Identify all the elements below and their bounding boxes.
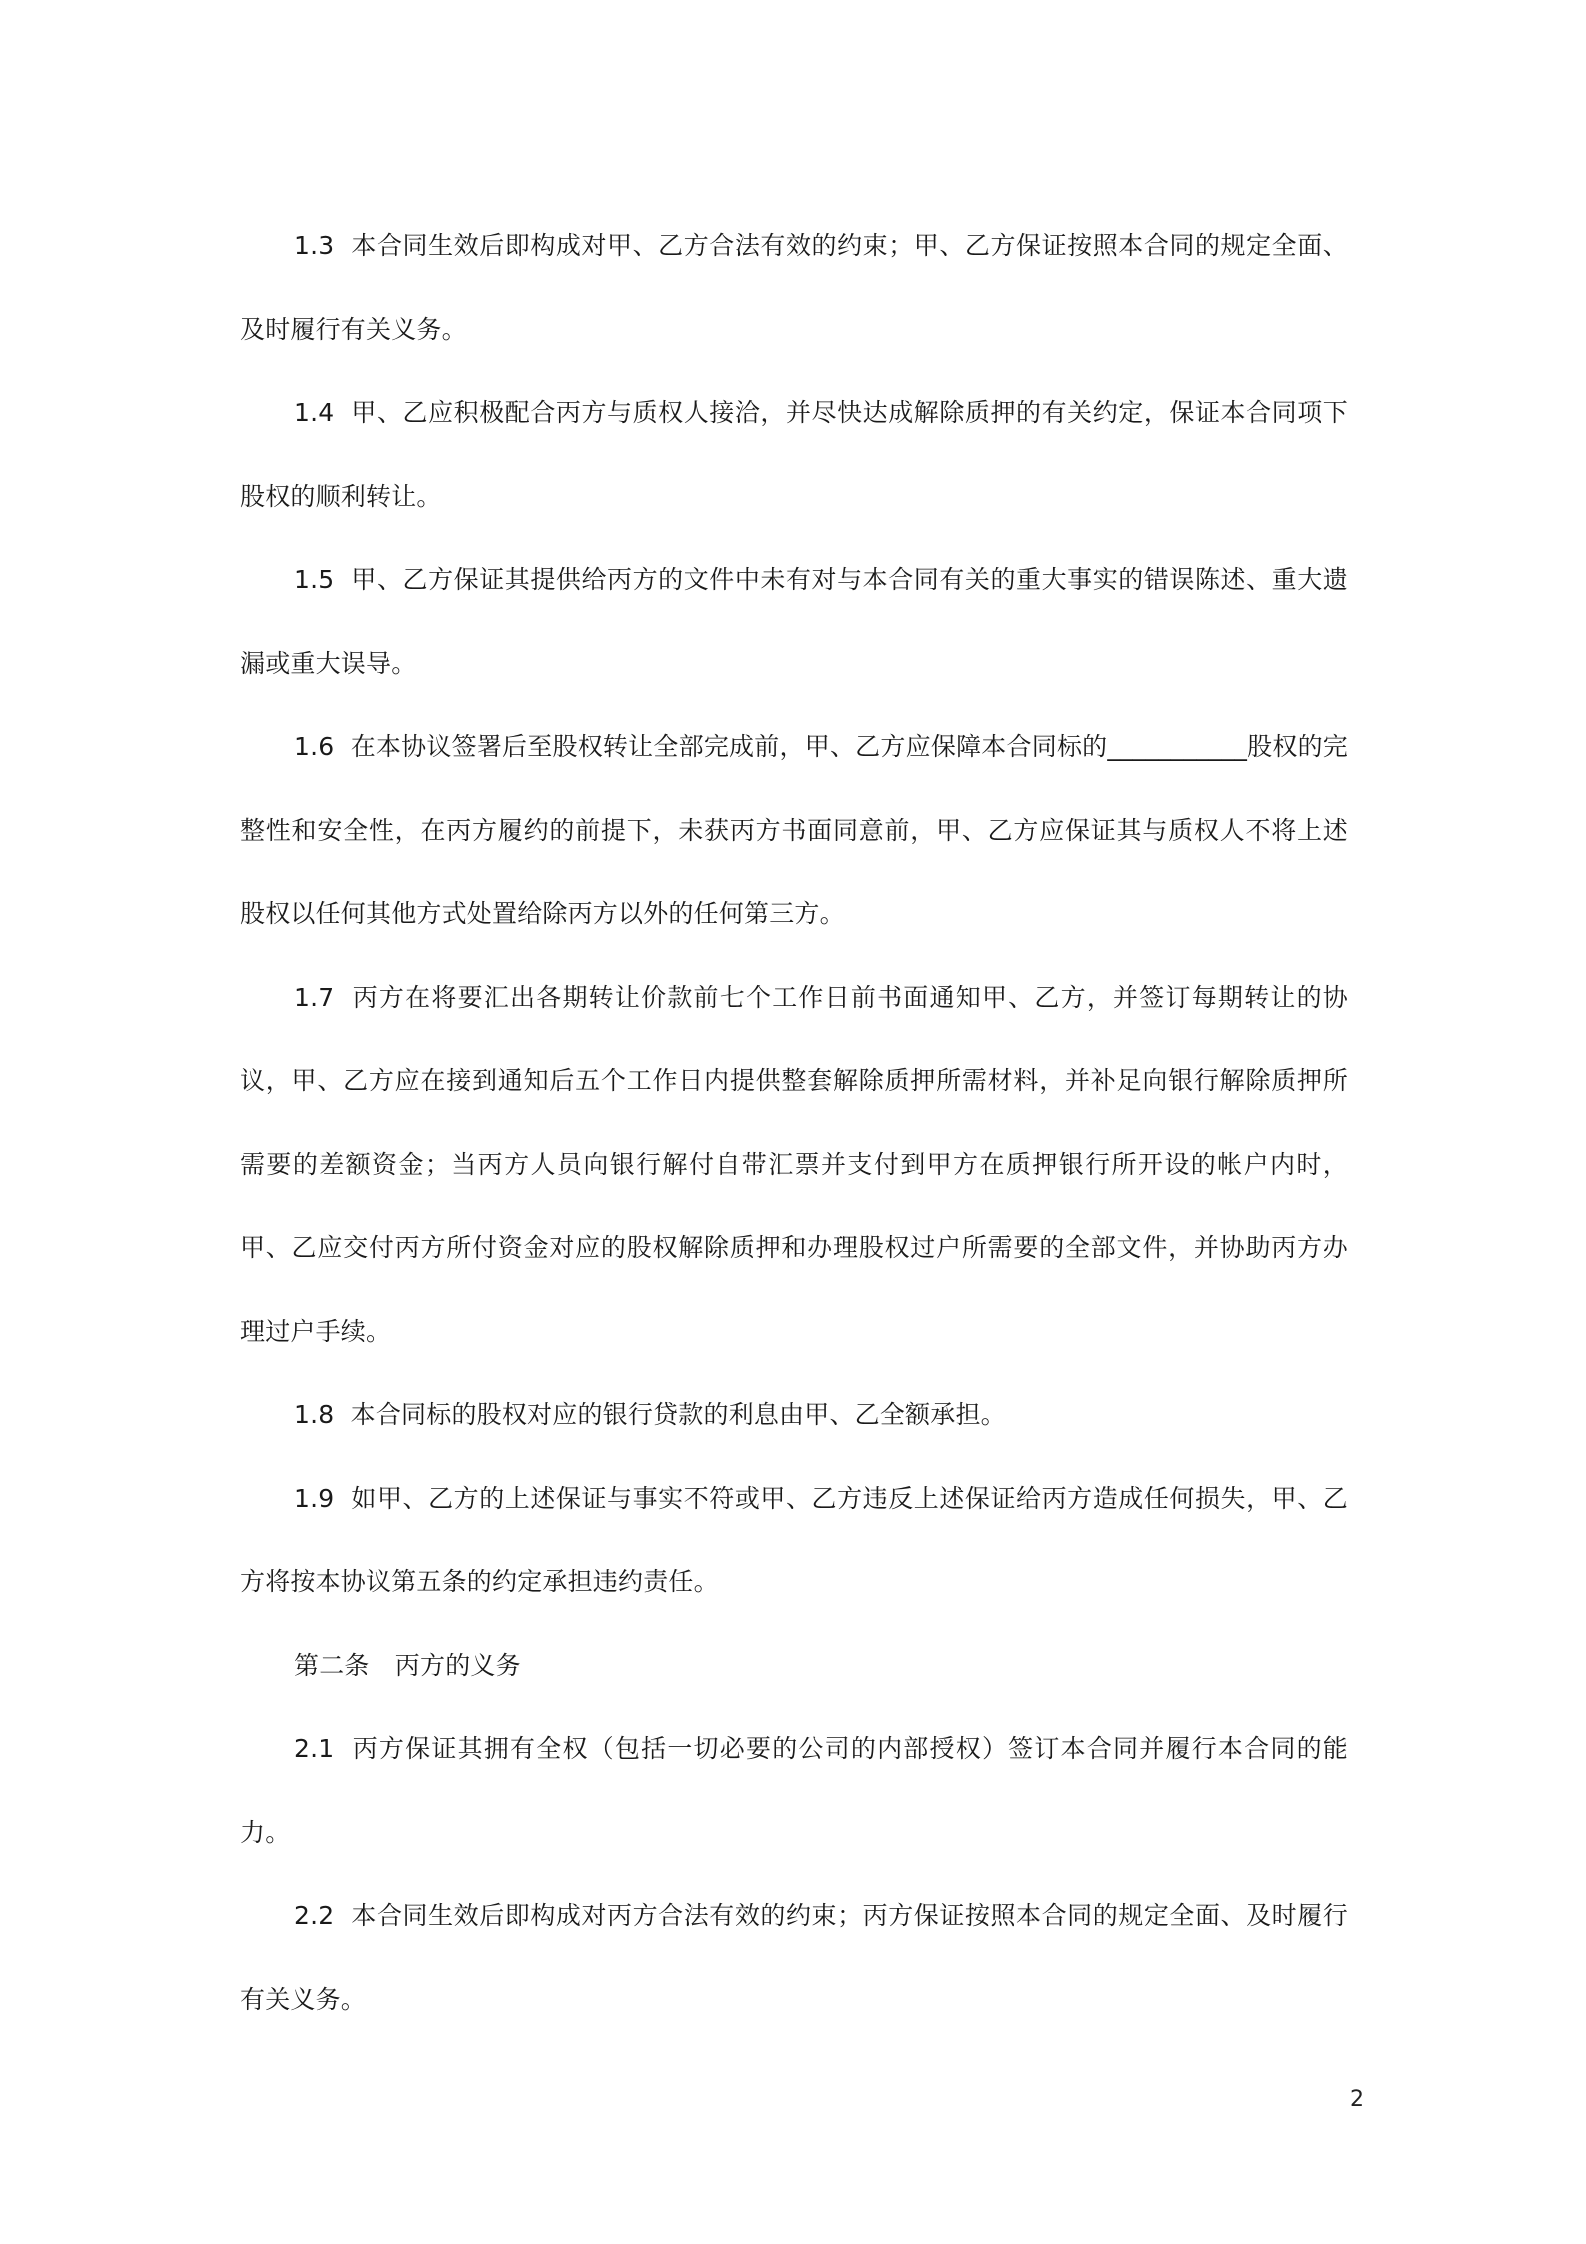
clause-1-5: 1.5 甲、乙方保证其提供给丙方的文件中未有对与本合同有关的重大事实的错误陈述、重大遗漏或重大误导。 [240, 565, 1348, 678]
clause-1-3: 1.3 本合同生效后即构成对甲、乙方合法有效的约束；甲、乙方保证按照本合同的规定全面、及时履行有关义务。 [240, 231, 1348, 344]
clause-2-2: 2.2 本合同生效后即构成对丙方合法有效的约束；丙方保证按照本合同的规定全面、及时履行有关义务。 [240, 1901, 1348, 2014]
clause-1-4: 1.4 甲、乙应积极配合丙方与质权人接洽，并尽快达成解除质押的有关约定，保证本合同项下股权的顺利转让。 [240, 398, 1348, 511]
clause-1-8: 1.8 本合同标的股权对应的银行贷款的利息由甲、乙全额承担。 [294, 1400, 1006, 1429]
clause-1-6: 1.6 在本协议签署后至股权转让全部完成前，甲、乙方应保障本合同标的___________股权的完整性和安全性，在丙方履约的前提下，未获丙方书面同意前，甲、乙方应保证其与质权人不将上述股权以任何其他方式处置给除丙方以外的任何第三方。 [240, 732, 1348, 928]
page-number: 2 [1350, 2087, 1364, 2112]
article-2-heading: 第二条 丙方的义务 [294, 1650, 521, 1680]
clause-2-1: 2.1 丙方保证其拥有全权（包括一切必要的公司的内部授权）签订本合同并履行本合同的能力。 [240, 1734, 1348, 1847]
clause-1-7: 1.7 丙方在将要汇出各期转让价款前七个工作日前书面通知甲、乙方，并签订每期转让的协议，甲、乙方应在接到通知后五个工作日内提供整套解除质押所需材料，并补足向银行解除质押所需要的差额资金；当丙方人员向银行解付自带汇票并支付到甲方在质押银行所开设的帐户内时，甲、乙应交付丙方所付资金对应的股权解除质押和办理股权过户所需要的全部文件，并协助丙方办理过户手续。 [240, 982, 1348, 1346]
clause-1-9: 1.9 如甲、乙方的上述保证与事实不符或甲、乙方违反上述保证给丙方造成任何损失，甲、乙方将按本协议第五条的约定承担违约责任。 [240, 1483, 1348, 1596]
document-body [240, 204, 1348, 2041]
